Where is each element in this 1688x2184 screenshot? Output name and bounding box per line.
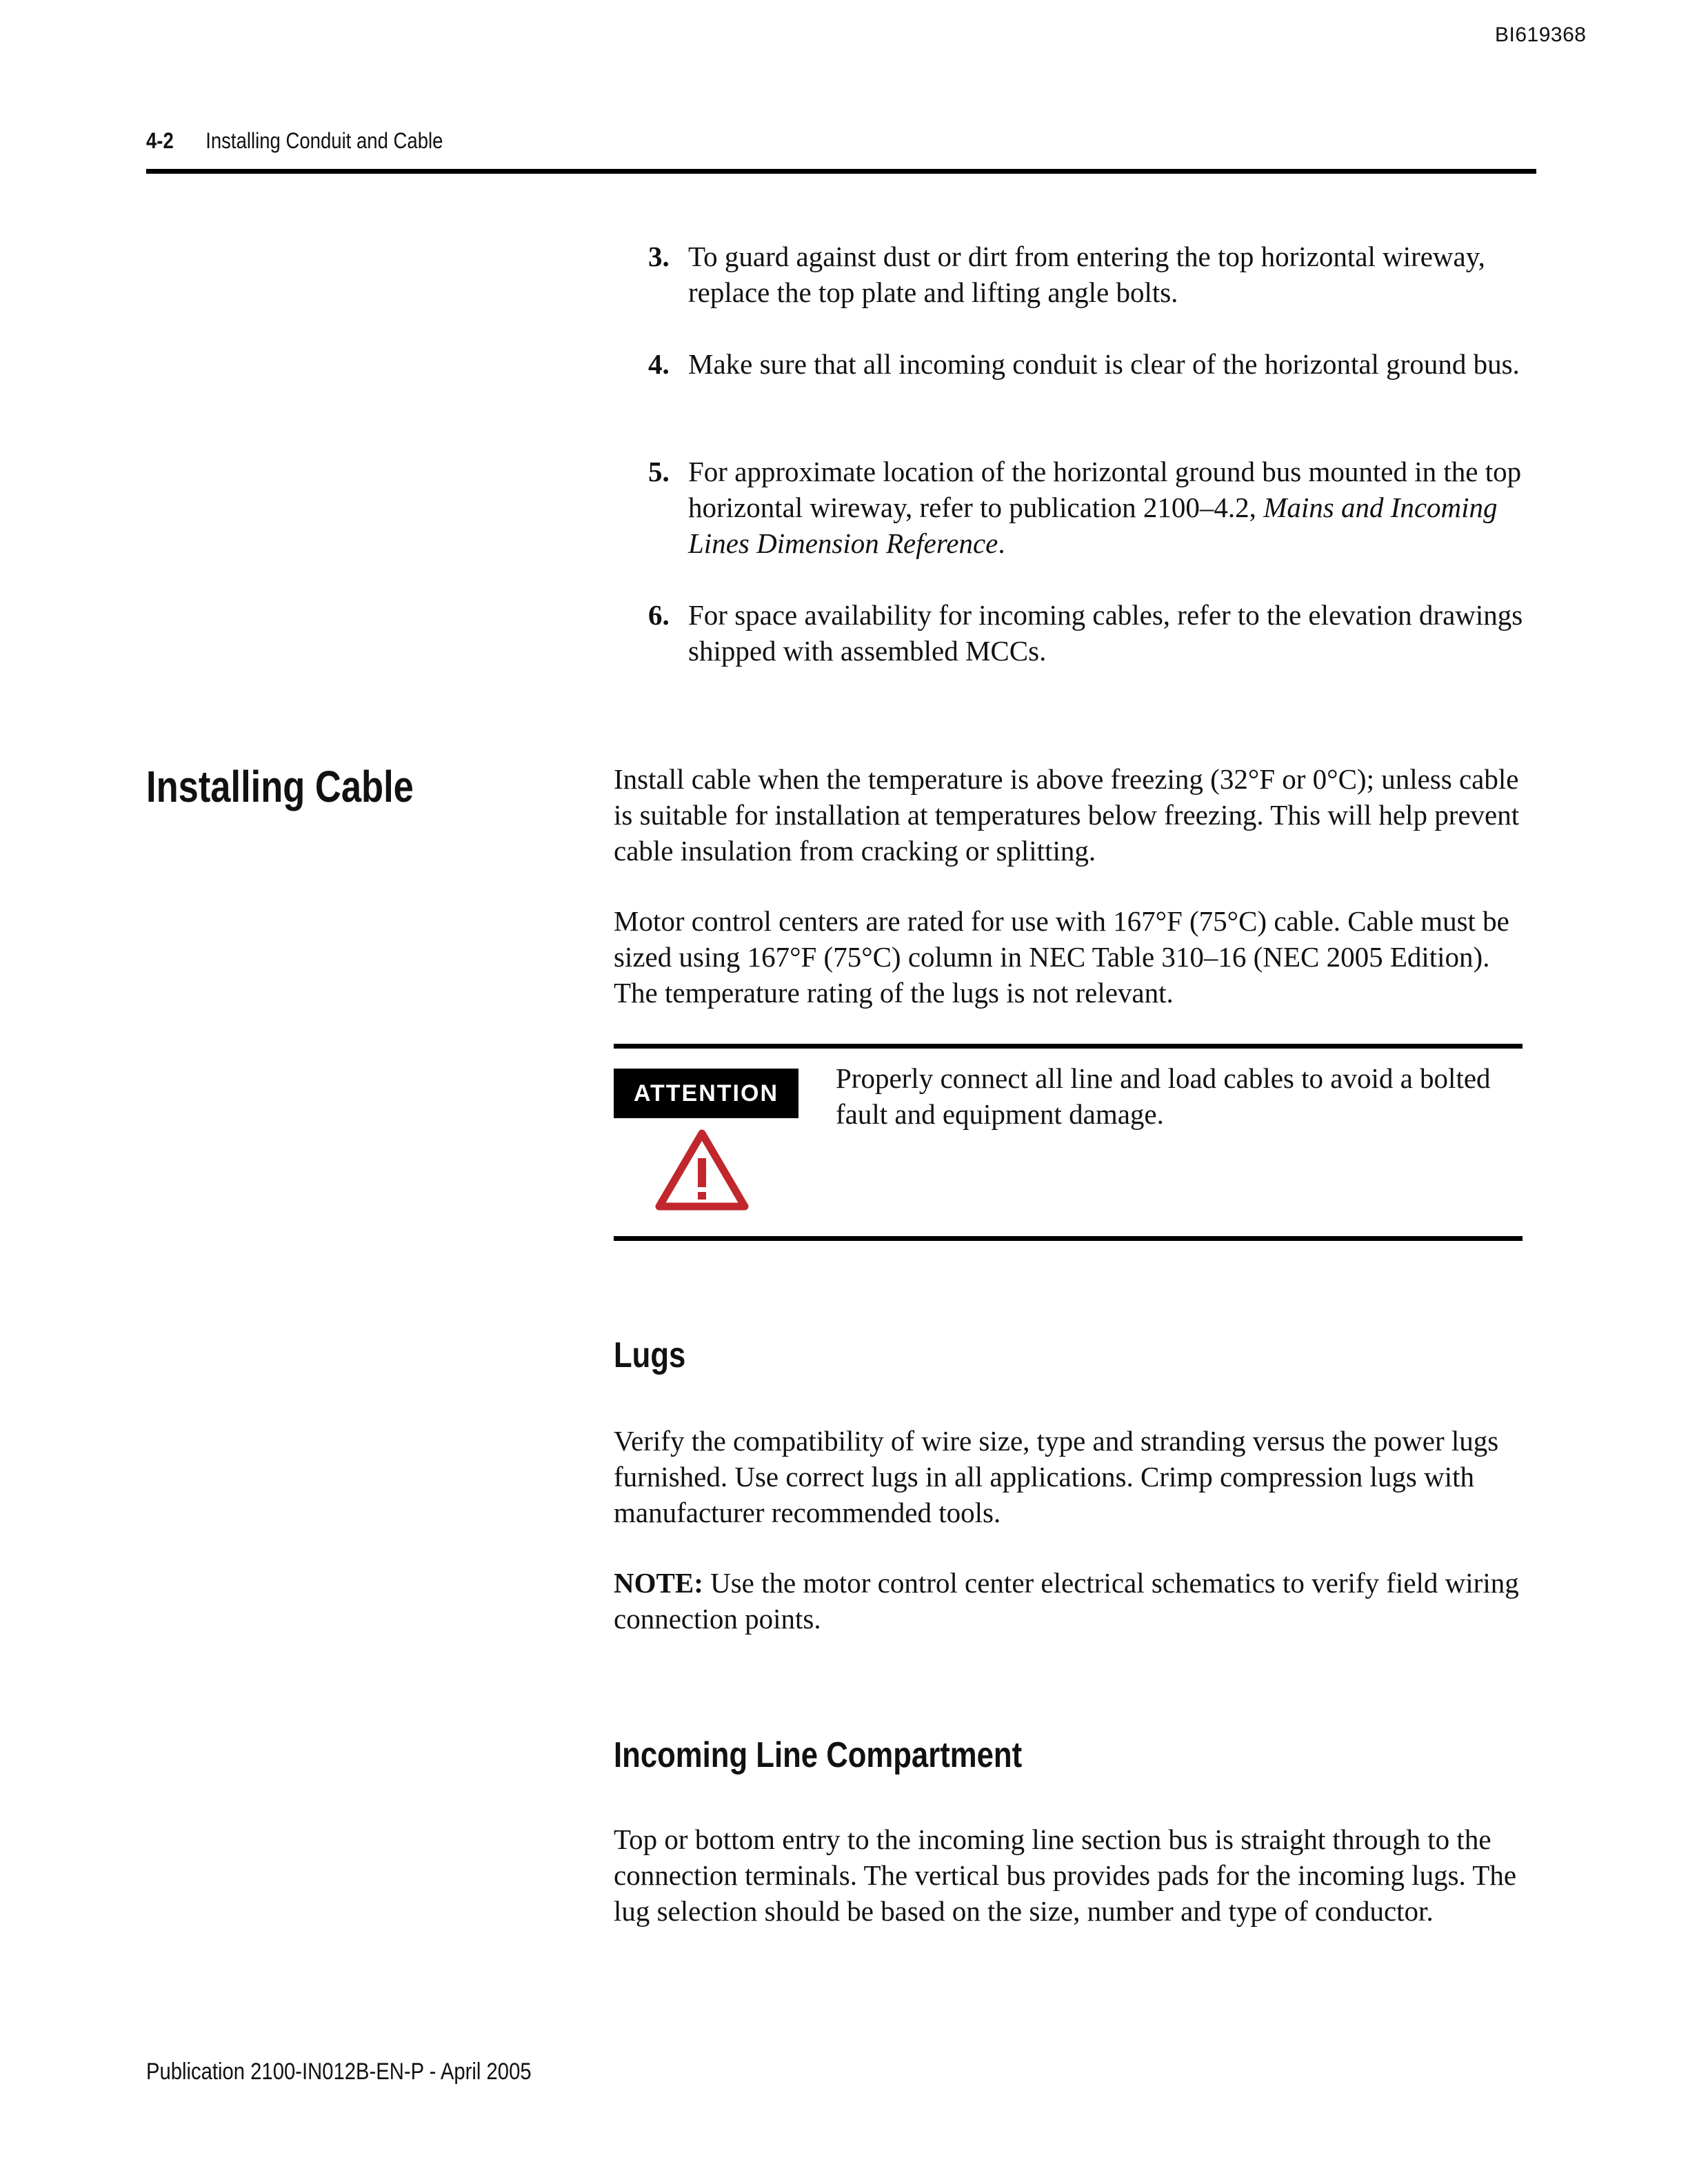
warning-triangle-icon	[654, 1126, 750, 1213]
attention-top-rule	[614, 1044, 1523, 1049]
publication-title: Mains and Incoming Lines Dimension Reference	[688, 492, 1498, 559]
page-number: 4-2	[146, 128, 174, 153]
step-text-part: .	[998, 527, 1005, 559]
step-item	[648, 454, 1545, 561]
body-paragraph: Top or bottom entry to the incoming line section bus is straight through to the connection terminals. The vertical bus provides pads for the incoming lugs. The lug selection should be based on the size, number and type of conductor.	[614, 1823, 1517, 1927]
section-title: Installing Conduit and Cable	[205, 128, 443, 153]
running-header	[146, 128, 1347, 154]
exclamation-dot	[698, 1192, 706, 1200]
attention-label: ATTENTION	[614, 1069, 798, 1118]
step-text-part: For approximate location of the horizontal ground bus mounted in the top horizontal wireway, refer to publication 2100–4.2,	[688, 456, 1522, 523]
footer-publication: Publication 2100-IN012B-EN-P - April 2005	[146, 2059, 532, 2085]
step-number: 3.	[648, 241, 670, 272]
section-heading-installing-cable: Installing Cable	[146, 762, 414, 811]
step-item	[648, 239, 1545, 310]
step-text: For space availability for incoming cables, refer to the elevation drawings shipped with assembled MCCs.	[688, 599, 1523, 667]
step-item	[648, 597, 1545, 669]
attention-message: Properly connect all line and load cables to avoid a bolted fault and equipment damage.	[836, 1062, 1491, 1130]
header-rule	[146, 169, 1536, 174]
step-text: To guard against dust or dirt from entering the top horizontal wireway, replace the top plate and lifting angle bolts.	[688, 241, 1485, 308]
note-text: Use the motor control center electrical schematics to verify field wiring connection points.	[614, 1567, 1519, 1635]
subsection-heading-incoming-line: Incoming Line Compartment	[614, 1735, 1023, 1775]
step-number: 4.	[648, 348, 670, 380]
step-text	[688, 454, 1545, 561]
note-label: NOTE:	[614, 1567, 703, 1599]
attention-bottom-rule	[614, 1236, 1523, 1241]
step-text: Make sure that all incoming conduit is clear of the horizontal ground bus.	[688, 348, 1520, 380]
document-id: BI619368	[1495, 23, 1587, 46]
exclamation-bar	[698, 1158, 706, 1187]
body-paragraph: Verify the compatibility of wire size, type and stranding versus the power lugs furnished. Use correct lugs in all applications. Crimp compression lugs with manufacturer recommended tools.	[614, 1425, 1499, 1528]
note-paragraph	[614, 1565, 1538, 1637]
step-number: 5.	[648, 456, 670, 487]
body-paragraph: Motor control centers are rated for use with 167°F (75°C) cable. Cable must be sized using 167°F (75°C) column in NEC Table 310–16 (NEC 2005 Edition). The temperature rating of the lugs is not relevant.	[614, 905, 1509, 1009]
step-item	[648, 346, 1545, 382]
body-paragraph: Install cable when the temperature is above freezing (32°F or 0°C); unless cable is suitable for installation at temperatures below freezing. This will help prevent cable insulation from cracking or splitting.	[614, 763, 1520, 867]
subsection-heading-lugs: Lugs	[614, 1335, 686, 1375]
step-number: 6.	[648, 599, 670, 631]
